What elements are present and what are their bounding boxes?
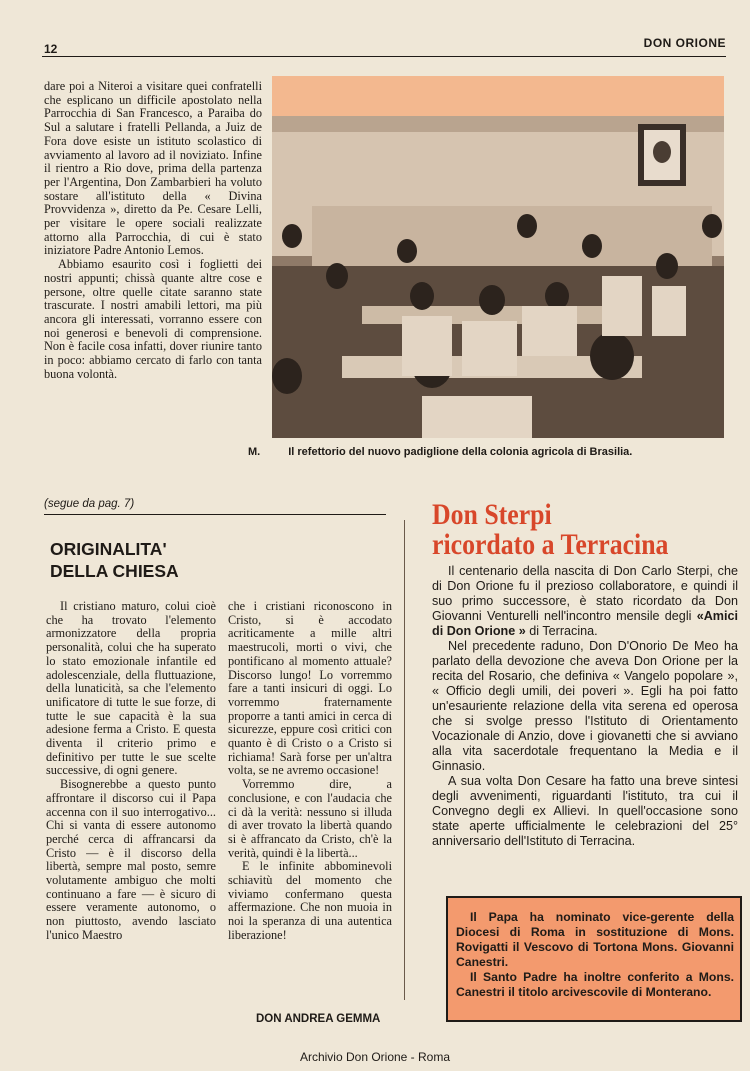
refectory-photo <box>272 76 724 438</box>
article-left-col1 <box>46 600 216 943</box>
article-top-text <box>44 80 262 381</box>
section-rule <box>44 514 386 515</box>
article-left-col2 <box>228 600 392 943</box>
author: DON ANDREA GEMMA <box>256 1013 381 1025</box>
article-top-paragraph: Abbiamo esaurito così i foglietti dei nostri appunti; chissà quante altre cose e persone, oltre quelle citate saranno state trascurate. I nostri amabili lettori, ma più ancora gli interessati, vorranno essere con noi generosi e benevoli di comprensione. Non è facile cosa infatti, dover riunire tanto in poco: abbiamo cercato di farlo con tanta buona volontà. <box>44 257 262 381</box>
news-box-paragraph: Il Santo Padre ha inoltre conferito a Mons. Canestri il titolo arcivescovile di Monterano. <box>456 970 734 999</box>
continued-from: (segue da pag. 7) <box>44 498 135 510</box>
signature: M. <box>248 446 261 458</box>
header-rule <box>42 56 726 57</box>
article-left-paragraph: che i cristiani riconoscono in Cristo, si è accodato acriticamente a mille altri maestrucoli, morti o vivi, che pontificano al momento attuale? Discorso lungo! Lo vorremmo fare a tanti insicuri di oggi. Lo vorremmo fraternamente proporre a tanti amici in cerca di sicurezze, eppure così critici con quanto è di Cristo o a Cristo si richiama! Sarà forse per un'altra volta, se ne avremo occasione! <box>228 599 392 778</box>
page-number: 12 <box>44 42 58 56</box>
magazine-name: DON ORIONE <box>643 36 726 50</box>
article-right-paragraph: Nel precedente raduno, Don D'Onorio De Meo ha parlato della devozione che aveva Don Orione per la recita del Rosario, che definiva « Vangelo popolare », « Officio degli umili, dei poveri ». Egli ha poi fatto un'esauriente relazione della vita serena ed operosa che si svolge presso l'Istituto di Orientamento Vocazionale di Anzio, dove i giovanetti che si avviano alla vita sacerdotale frequentano la Media e il Ginnasio. <box>432 639 738 773</box>
photo-caption-line <box>248 446 728 458</box>
photo-caption: Il refettorio del nuovo padiglione della colonia agricola di Brasilia. <box>288 446 633 458</box>
news-box <box>446 896 742 1022</box>
refectory-photo-image <box>272 76 724 438</box>
article-right-text-run: di Terracina. <box>525 624 598 638</box>
article-right-title-line: Don Sterpi <box>432 498 552 531</box>
archive-footer: Archivio Don Orione - Roma <box>299 1050 451 1064</box>
article-left-paragraph: Vorremmo dire, a conclusione, e con l'audacia che ci dà la verità: nessuno si illuda di aver trovato la libertà quando si è affrancato da Cristo, ch'è la verità, quindi è la libertà... <box>228 777 392 860</box>
article-right-title <box>432 500 690 560</box>
article-left-title-line: DELLA CHIESA <box>50 561 179 581</box>
article-left-title <box>50 538 179 582</box>
article-left-paragraph: Bisognerebbe a questo punto affrontare il discorso cui il Papa accenna con il suo interrogativo... Chi si vanta di essere autonomo perché cerca di affrancarsi da Cristo — è il discorso della libertà, sempre mal posto, semre volutamente ambiguo che molti continuano a fare — è sicuro di essere veramente autonomo, o non piuttosto, avendo lasciato l'unico Maestro <box>46 777 216 942</box>
article-right-bold-run: «Amici di Don Orione » <box>432 609 738 638</box>
article-right-title-line: ricordato a Terracina <box>432 528 669 561</box>
article-right-paragraph <box>432 564 738 639</box>
article-left-paragraph: Il cristiano maturo, colui cioè che ha trovato l'elemento armonizzatore della propria personalità, colui che ha superato lo stato emozionale infantile ed adolescenziale, della fluttuazione, della lunaticità, sa che l'elemento unificatore di tutte le sue forze, di tutte le sue capacità è la sua adesione ferma a Cristo. E questa diventa il criterio primo e definitivo per tutte le sue scelte successive, di ogni genere. <box>46 599 216 778</box>
news-box-paragraph: Il Papa ha nominato vice-gerente della Diocesi di Roma in sostituzione di Mons. Rovigatti il Vescovo di Tortona Mons. Giovanni Canestri. <box>456 910 734 969</box>
article-left-title-line: ORIGINALITA' <box>50 539 167 559</box>
column-divider <box>404 520 405 1000</box>
article-right-text-run: Il centenario della nascita di Don Carlo Sterpi, che di Don Orione fu il prezioso collaboratore, e quindi il suo primo successore, è stato ricordato da Don Giovanni Venturelli nell'incontro mensile degli <box>432 564 738 623</box>
article-right-paragraph: A sua volta Don Cesare ha fatto una breve sintesi degli avvenimenti, riguardanti l'istituto, tra cui il Convegno degli ex Allievi. In quell'occasione sono state aperte ufficialmente le celebrazioni del 25° anniversario dell'Istituto di Terracina. <box>432 774 738 848</box>
article-top-paragraph: dare poi a Niteroi a visitare quei confratelli che esplicano un difficile apostolato nella Parrocchia di San Francesco, a Paraiba do Sul a salutare i fratelli Pellanda, a Juiz de Fora dove esiste un istituto scolastico di avviamento al lavoro ad il noviziato. Infine il rientro a Rio dove, prima della partenza per l'Argentina, Don Zambarbieri ha voluto sostare all'istituto della « Divina Provvidenza », diretto da Pe. Cesare Lelli, per visitare le opere sociali realizzate attorno alla Parrocchia, di cui è stato iniziatore Padre Antonio Lemos. <box>44 79 262 258</box>
article-right-text <box>432 564 738 849</box>
article-left-paragraph: E le infinite abbominevoli schiavitù del momento che viviamo confermano questa affermazione. Che non muoia in noi la speranza di una autentica liberazione! <box>228 859 392 942</box>
